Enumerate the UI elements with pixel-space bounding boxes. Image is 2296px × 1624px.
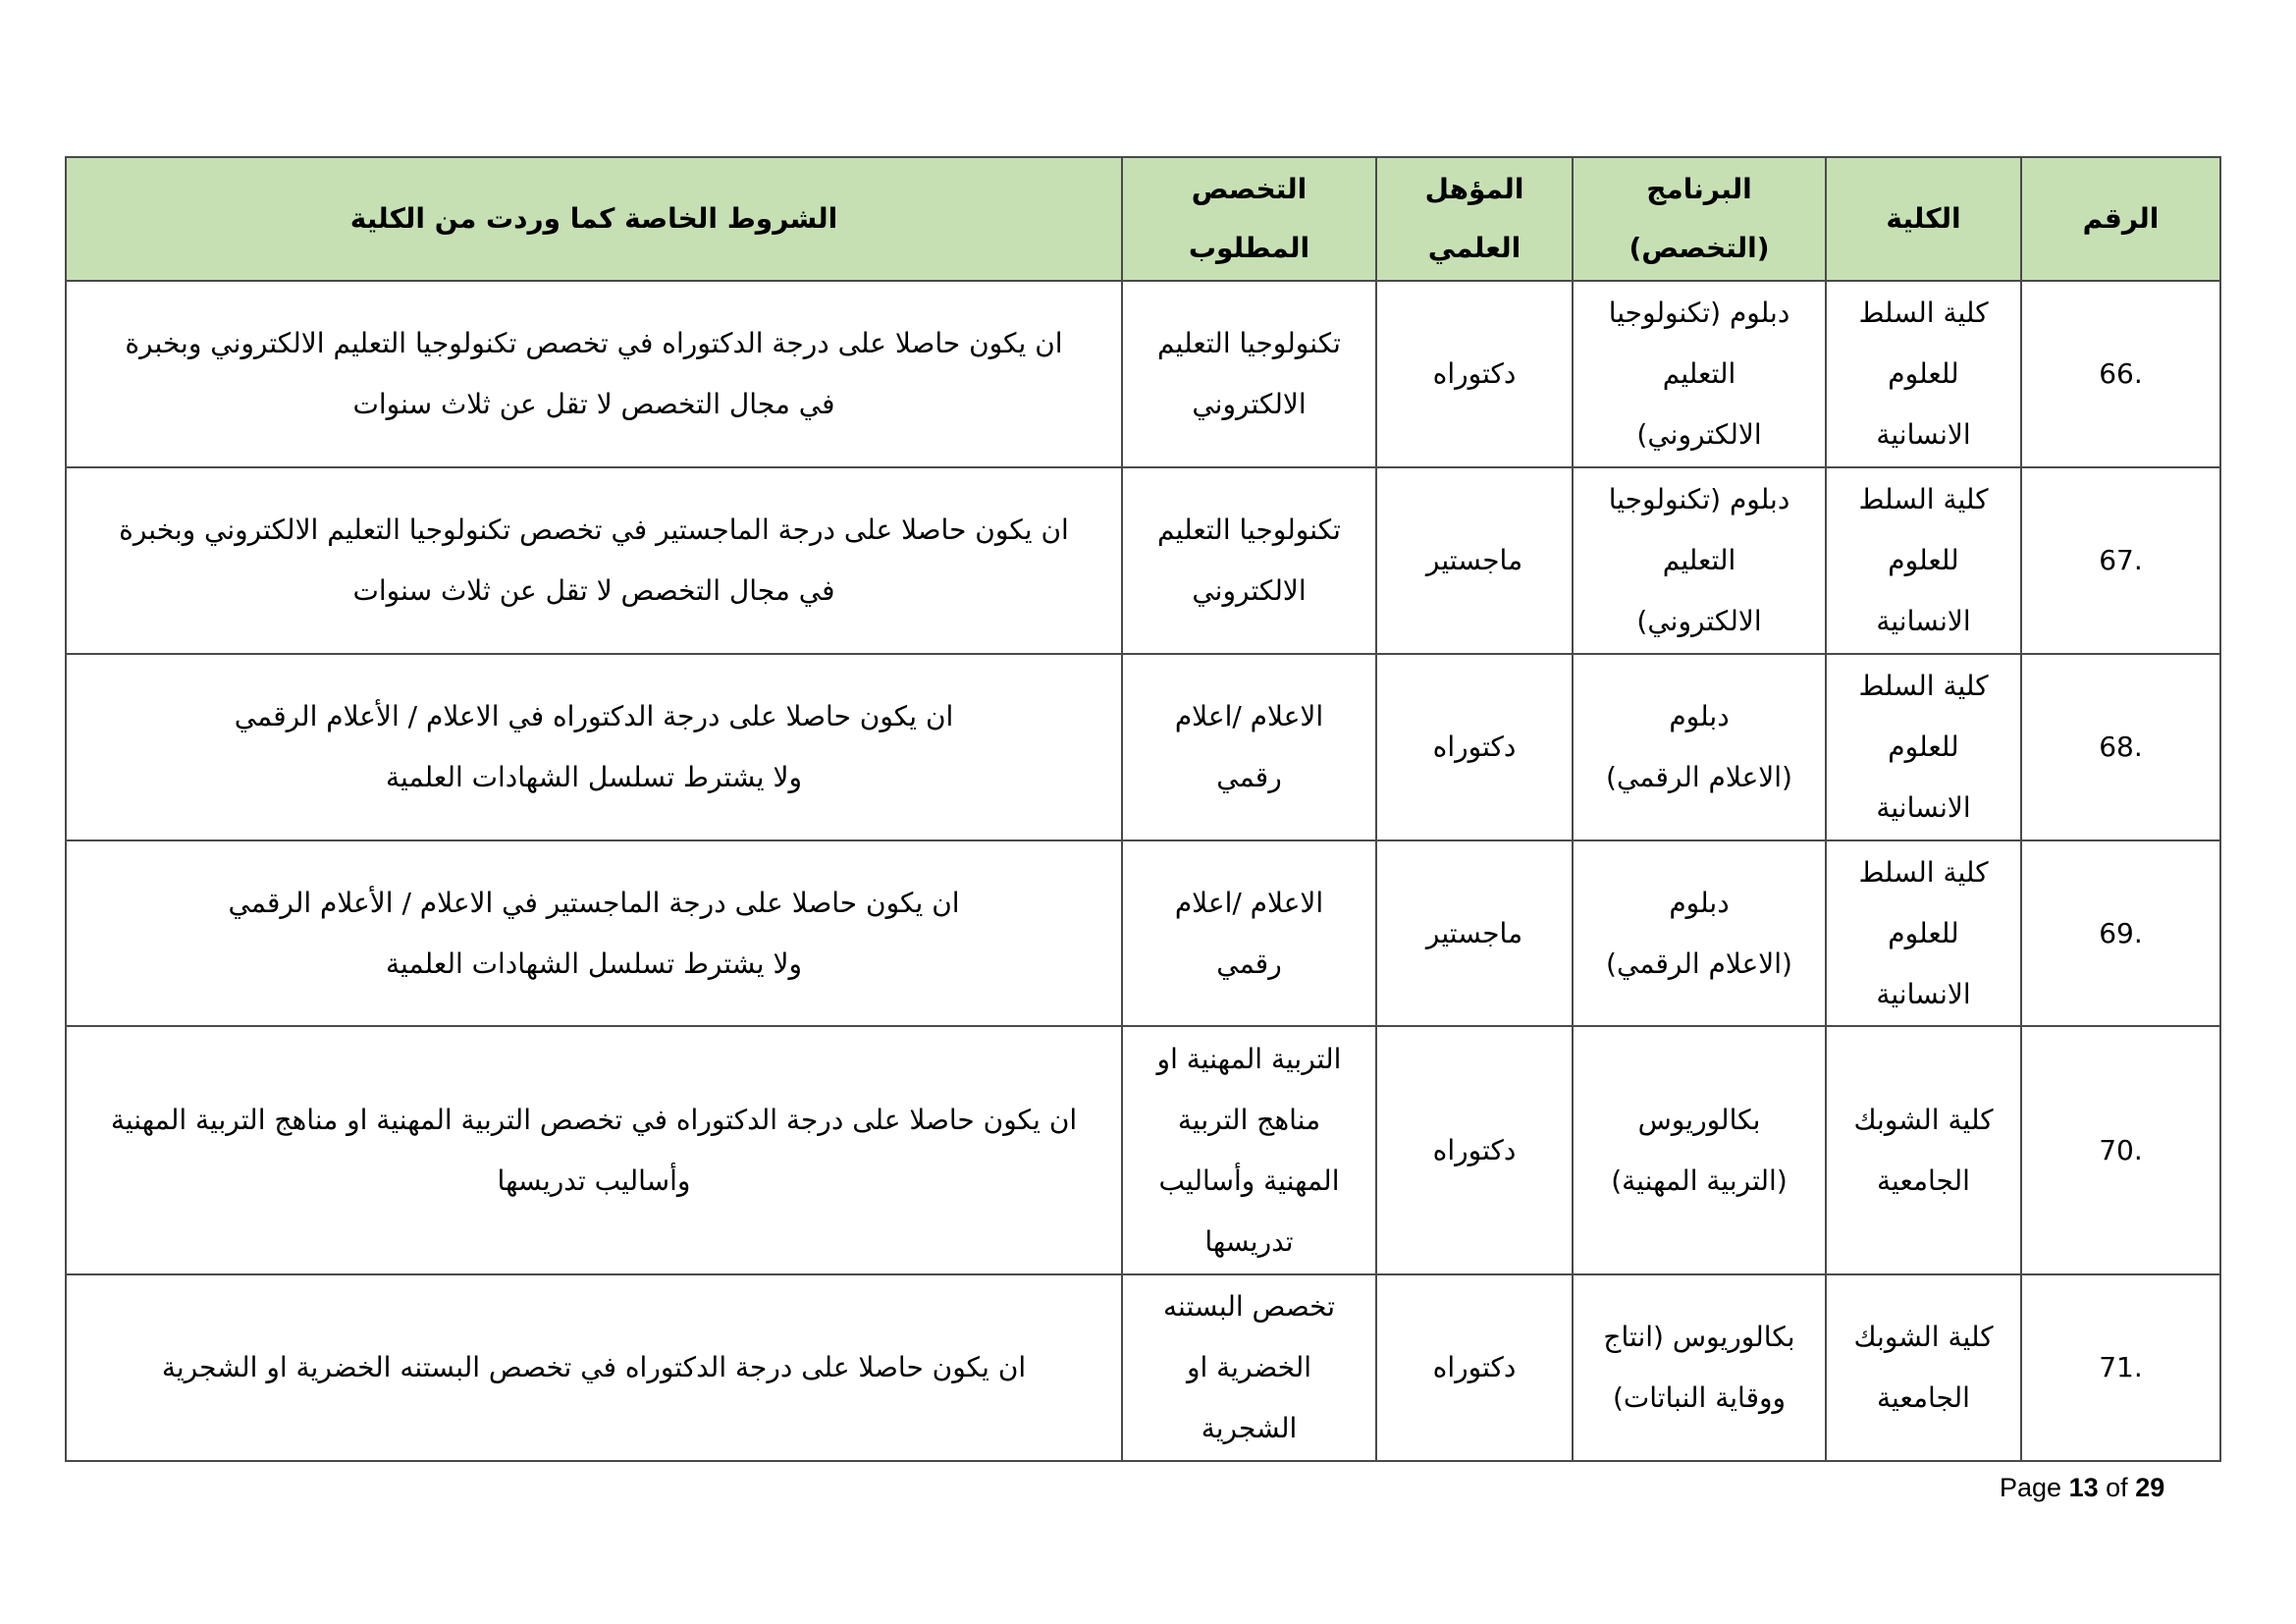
cell-college	[1826, 840, 2021, 1026]
cell-text: ماجستير	[1425, 916, 1523, 949]
header-conditions	[66, 157, 1122, 281]
cell-text: (الاعلام الرقمي)	[1606, 761, 1792, 793]
header-text: المطلوب	[1188, 232, 1310, 264]
cell-conditions	[66, 1026, 1122, 1274]
cell-text: التربية المهنية او	[1156, 1042, 1342, 1075]
page-footer	[2000, 1473, 2164, 1503]
cell-college	[1826, 1026, 2021, 1274]
header-text: الرقم	[2082, 202, 2160, 235]
cell-text: (الاعلام الرقمي)	[1606, 947, 1792, 980]
page-number: 13	[2068, 1473, 2099, 1502]
cell-program	[1573, 1274, 1826, 1461]
header-text: (التخصص)	[1629, 232, 1770, 264]
cell-degree	[1376, 840, 1573, 1026]
table-row	[66, 467, 2220, 654]
cell-specialty	[1122, 281, 1376, 467]
cell-specialty	[1122, 1274, 1376, 1461]
cell-text: مناهج التربية	[1177, 1103, 1321, 1136]
cell-text: بكالوريوس (انتاج	[1603, 1321, 1795, 1353]
cell-text: (التربية المهنية)	[1611, 1164, 1788, 1197]
cell-text: الانسانية	[1876, 418, 1971, 451]
cell-text: ان يكون حاصلا على درجة الدكتوراه في تخصص تكنولوجيا التعليم الالكتروني وبخبرة	[125, 327, 1063, 359]
cell-text: للعلوم	[1888, 544, 1959, 576]
cell-text: وأساليب تدريسها	[497, 1164, 691, 1197]
cell-text: كلية السلط	[1858, 483, 1989, 515]
cell-number	[2021, 1274, 2220, 1461]
header-text: العلمي	[1427, 232, 1522, 264]
cell-text: الالكتروني	[1192, 388, 1307, 420]
cell-text: تدريسها	[1204, 1224, 1294, 1258]
cell-text: ولا يشترط تسلسل الشهادات العلمية	[386, 761, 802, 793]
cell-number	[2021, 467, 2220, 654]
header-text: الكلية	[1886, 202, 1961, 235]
cell-degree	[1376, 467, 1573, 654]
cell-program	[1573, 1026, 1826, 1274]
cell-college	[1826, 467, 2021, 654]
row-number: .66	[2099, 357, 2143, 390]
cell-text: الالكتروني	[1192, 574, 1307, 607]
row-number: .69	[2099, 916, 2143, 949]
cell-program	[1573, 467, 1826, 654]
header-text: الشروط الخاصة كما وردت من الكلية	[349, 202, 838, 235]
cell-number	[2021, 1026, 2220, 1274]
cell-specialty	[1122, 1026, 1376, 1274]
cell-text: الانسانية	[1876, 977, 1971, 1010]
cell-text: كلية السلط	[1858, 855, 1989, 889]
cell-specialty	[1122, 840, 1376, 1026]
cell-text: في مجال التخصص لا تقل عن ثلاث سنوات	[352, 574, 835, 607]
cell-text: في مجال التخصص لا تقل عن ثلاث سنوات	[352, 388, 835, 420]
cell-text: ماجستير	[1425, 544, 1523, 576]
cell-text: ان يكون حاصلا على درجة الدكتوراه في تخصص البستنه الخضرية او الشجرية	[161, 1351, 1027, 1383]
header-college	[1826, 157, 2021, 281]
cell-text: ان يكون حاصلا على درجة الماجستير في الاعلام / الأعلام الرقمي	[228, 886, 960, 919]
table-row	[66, 1274, 2220, 1461]
row-number: .67	[2099, 544, 2143, 576]
table-row	[66, 1026, 2220, 1274]
cell-text: للعلوم	[1888, 731, 1959, 763]
header-specialty	[1122, 157, 1376, 281]
cell-degree	[1376, 654, 1573, 840]
cell-text: الانسانية	[1876, 605, 1971, 637]
row-number: .68	[2099, 731, 2143, 763]
cell-text: دبلوم (تكنولوجيا	[1608, 483, 1790, 515]
table-row	[66, 281, 2220, 467]
cell-conditions	[66, 1274, 1122, 1461]
cell-degree	[1376, 1026, 1573, 1274]
cell-degree	[1376, 281, 1573, 467]
cell-text: رقمي	[1216, 947, 1282, 980]
cell-conditions	[66, 281, 1122, 467]
cell-text: الالكتروني)	[1636, 418, 1762, 451]
cell-number	[2021, 840, 2220, 1026]
cell-text: كلية السلط	[1858, 670, 1989, 702]
cell-conditions	[66, 654, 1122, 840]
cell-text: دكتوراه	[1432, 1133, 1517, 1166]
cell-text: تخصص البستنه	[1163, 1290, 1335, 1323]
table-row	[66, 654, 2220, 840]
cell-text: كلية السلط	[1858, 297, 1989, 329]
cell-program	[1573, 840, 1826, 1026]
cell-text: ووقاية النباتات)	[1612, 1381, 1786, 1414]
cell-degree	[1376, 1274, 1573, 1461]
cell-text: التعليم	[1662, 357, 1736, 390]
cell-program	[1573, 654, 1826, 840]
cell-text: دبلوم (تكنولوجيا	[1608, 297, 1790, 329]
cell-text: كلية الشوبك	[1853, 1321, 1994, 1353]
cell-text: الانسانية	[1876, 791, 1971, 824]
header-text: التخصص	[1191, 173, 1308, 205]
cell-text: تكنولوجيا التعليم	[1157, 514, 1341, 546]
header-text: البرنامج	[1646, 173, 1752, 205]
cell-text: دكتوراه	[1432, 731, 1517, 763]
cell-college	[1826, 654, 2021, 840]
cell-text: للعلوم	[1888, 916, 1959, 949]
header-program	[1573, 157, 1826, 281]
cell-text: ان يكون حاصلا على درجة الماجستير في تخصص تكنولوجيا التعليم الالكتروني وبخبرة	[119, 514, 1069, 546]
cell-text: الجامعية	[1877, 1164, 1970, 1197]
cell-conditions	[66, 840, 1122, 1026]
cell-text: التعليم	[1662, 544, 1736, 576]
header-number	[2021, 157, 2220, 281]
positions-table	[65, 156, 2221, 1462]
cell-text: الالكتروني)	[1636, 605, 1762, 637]
cell-text: تكنولوجيا التعليم	[1157, 327, 1341, 359]
cell-text: دكتوراه	[1432, 1351, 1517, 1383]
cell-text: ان يكون حاصلا على درجة الدكتوراه في تخصص التربية المهنية او مناهج التربية المهنية	[110, 1103, 1078, 1136]
cell-text: دبلوم	[1669, 700, 1730, 732]
page-total: 29	[2135, 1473, 2165, 1502]
cell-text: دبلوم	[1669, 886, 1730, 919]
cell-text: ان يكون حاصلا على درجة الدكتوراه في الاعلام / الأعلام الرقمي	[234, 700, 954, 732]
cell-number	[2021, 654, 2220, 840]
row-number: .71	[2099, 1351, 2143, 1383]
cell-specialty	[1122, 467, 1376, 654]
cell-program	[1573, 281, 1826, 467]
of-label: of	[2106, 1473, 2128, 1502]
cell-number	[2021, 281, 2220, 467]
cell-college	[1826, 281, 2021, 467]
cell-text: دكتوراه	[1432, 357, 1517, 390]
cell-text: الخضرية او	[1186, 1351, 1312, 1383]
cell-text: بكالوريوس	[1637, 1103, 1761, 1136]
page-label: Page	[2000, 1473, 2062, 1502]
table-row	[66, 840, 2220, 1026]
cell-text: الاعلام /اعلام	[1174, 886, 1324, 919]
table-header-row	[66, 157, 2220, 281]
cell-text: الشجرية	[1201, 1412, 1298, 1444]
cell-conditions	[66, 467, 1122, 654]
header-degree	[1376, 157, 1573, 281]
cell-text: رقمي	[1216, 761, 1282, 793]
header-text: المؤهل	[1424, 173, 1524, 205]
row-number: .70	[2099, 1133, 2143, 1166]
cell-text: للعلوم	[1888, 357, 1959, 390]
cell-text: ولا يشترط تسلسل الشهادات العلمية	[386, 947, 802, 980]
cell-text: المهنية وأساليب	[1158, 1164, 1340, 1197]
cell-specialty	[1122, 654, 1376, 840]
cell-text: كلية الشوبك	[1853, 1103, 1994, 1136]
cell-college	[1826, 1274, 2021, 1461]
cell-text: الاعلام /اعلام	[1174, 700, 1324, 732]
cell-text: الجامعية	[1877, 1381, 1970, 1414]
